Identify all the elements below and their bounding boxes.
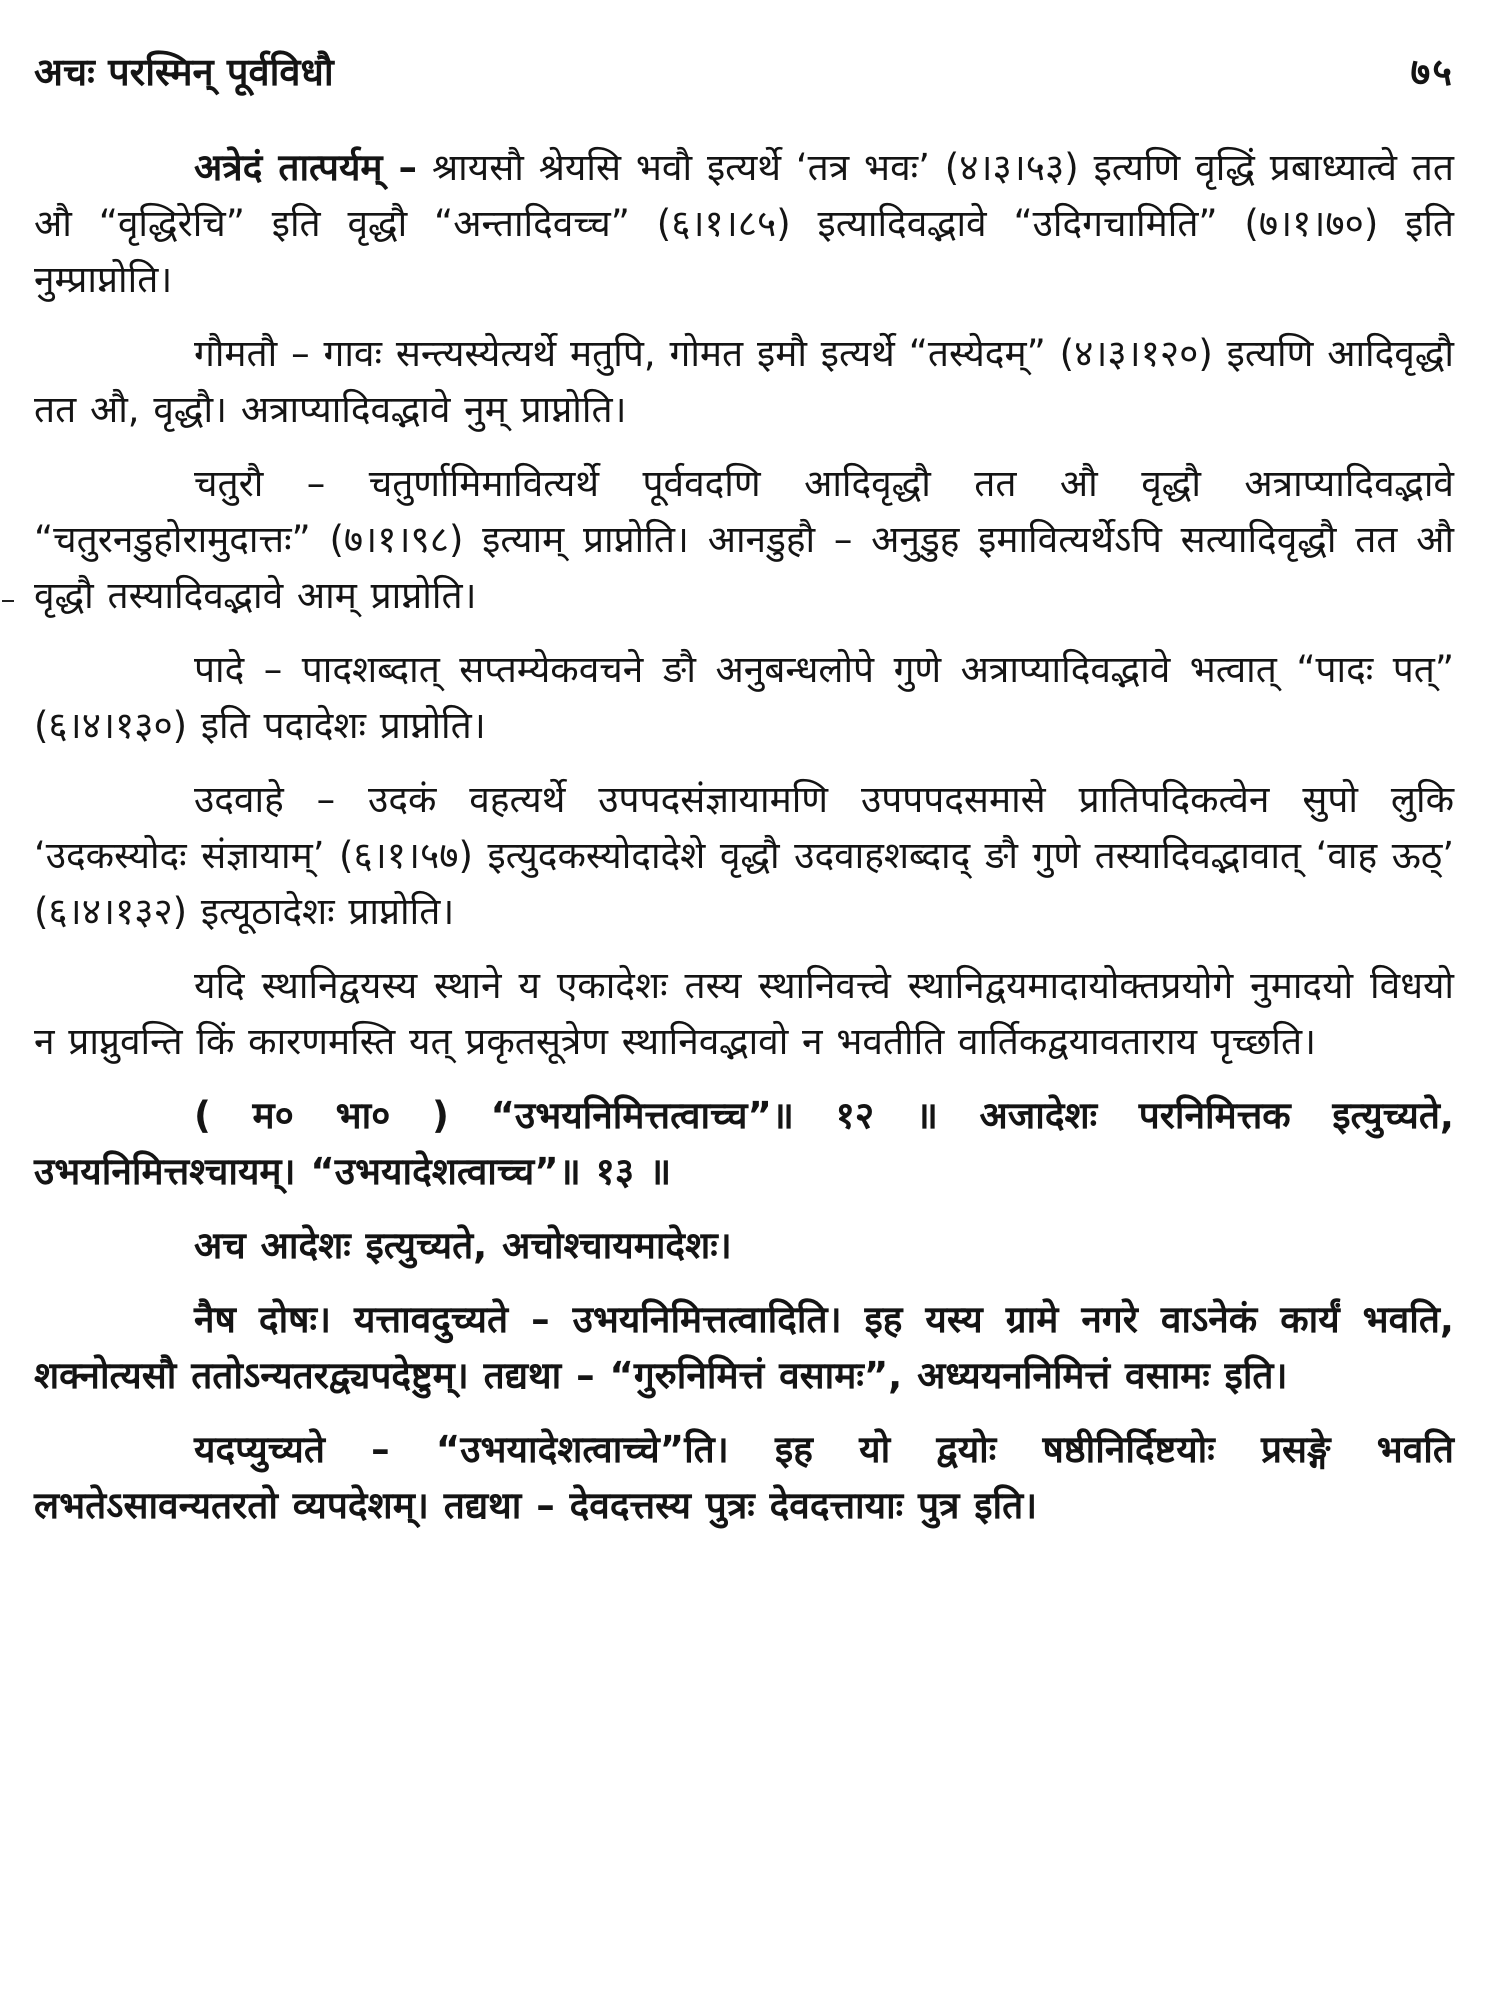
paragraph-text: उदवाहे – उदकं वहत्यर्थे उपपदसंज्ञायामणि उपपपदसमासे प्रातिपदिकत्वेन सुपो लुकि ‘उदकस्योदः संज्ञायाम्’ (६।१।५७) इत्युदकस्योदादेशे वृद्धौ उदवाहशब्दाद् ङौ गुणे तस्यादिवद्भावात् ‘वाह ऊठ्’ (६।४।१३२) इत्यूठादेशः प्राप्नोति। — [34, 778, 1454, 933]
paragraph-lead: अत्रेदं तात्पर्यम् – — [194, 146, 418, 189]
paragraph-text: पादे – पादशब्दात् सप्तम्येकवचने ङौ अनुबन्धलोपे गुणे अत्राप्यादिवद्भावे भत्वात् “पादः पत्” (६।४।१३०) इति पदादेशः प्राप्नोति। — [34, 648, 1454, 747]
page-number: ७५ — [1410, 50, 1454, 94]
paragraph-gaumatau — [34, 326, 1454, 438]
body-text — [34, 140, 1454, 1534]
running-title: अचः परस्मिन् पूर्वविधौ — [34, 50, 334, 94]
paragraph-tatparya — [34, 140, 1454, 308]
paragraph-pade — [34, 642, 1454, 754]
paragraph-text: श्रायसौ श्रेयसि भवौ इत्यर्थे ‘तत्र भवः’ (४।३।५३) इत्यणि वृद्धिं प्रबाध्यात्वे तत औ “वृद्धिरेचि” इति वृद्धौ “अन्तादिवच्च” (६।१।८५) इत्यादिवद्भावे “उदिगचामिति” (७।१।७०) इति नुम्प्राप्नोति। — [34, 146, 1454, 301]
paragraph-yadi — [34, 958, 1454, 1070]
bhashya-ach-adesha: अच आदेशः इत्युच्यते, अचोश्चायमादेशः। — [194, 1224, 732, 1267]
paragraph-text: गौमतौ – गावः सन्त्यस्येत्यर्थे मतुपि, गोमत इमौ इत्यर्थे “तस्येदम्” (४।३।१२०) इत्यणि आदिवृद्धौ तत औ, वृद्धौ। अत्राप्यादिवद्भावे नुम् प्राप्नोति। — [34, 332, 1454, 431]
bhashya-naisha-dosha: नैष दोषः। यत्तावदुच्यते – उभयनिमित्तत्वादिति। इह यस्य ग्रामे नगरे वाऽनेकं कार्यं भवति, शक्नोत्यसौ ततोऽन्यतरद्व्यपदेष्टुम्। तद्यथा – “गुरुनिमित्तं वसामः”, अध्ययननिमित्तं वसामः इति। — [34, 1298, 1454, 1397]
paragraph-chaturau — [34, 456, 1454, 624]
paragraph-udavahe — [34, 772, 1454, 940]
page-header — [34, 44, 1454, 104]
bhashya-yadapyuchyate: यदप्युच्यते – “उभयादेशत्वाच्चे”ति। इह यो द्वयोः षष्ठीनिर्दिष्टयोः प्रसङ्गे भवति लभतेऽसावन्यतरतो व्यपदेशम्। तद्यथा – देवदत्तस्य पुत्रः देवदत्तायाः पुत्र इति। — [34, 1428, 1454, 1527]
paragraph-text: चतुरौ – चतुर्णामिमावित्यर्थे पूर्ववदणि आदिवृद्धौ तत औ वृद्धौ अत्राप्यादिवद्भावे “चतुरनडुहोरामुदात्तः” (७।१।९८) इत्याम् प्राप्नोति। आनडुहौ – अनुडुह इमावित्यर्थेऽपि सत्यादिवृद्धौ तत औ वृद्धौ तस्यादिवद्भावे आम् प्राप्नोति। — [34, 462, 1454, 617]
bhashya-quote: ( म० भा० ) “उभयनिमित्तत्वाच्च”॥ १२ ॥ अजादेशः परनिमित्तक इत्युच्यते, उभयनिमित्तश्चायम्। “उभयादेशत्वाच्च”॥ १३ ॥ — [34, 1094, 1454, 1193]
paragraph-text: यदि स्थानिद्वयस्य स्थाने य एकादेशः तस्य स्थानिवत्त्वे स्थानिद्वयमादायोक्तप्रयोगे नुमादयो विधयो न प्राप्नुवन्ति किं कारणमस्ति यत् प्रकृतसूत्रेण स्थानिवद्भावो न भवतीति वार्तिकद्वयावताराय पृच्छति। — [34, 964, 1454, 1063]
margin-mark — [2, 600, 14, 602]
